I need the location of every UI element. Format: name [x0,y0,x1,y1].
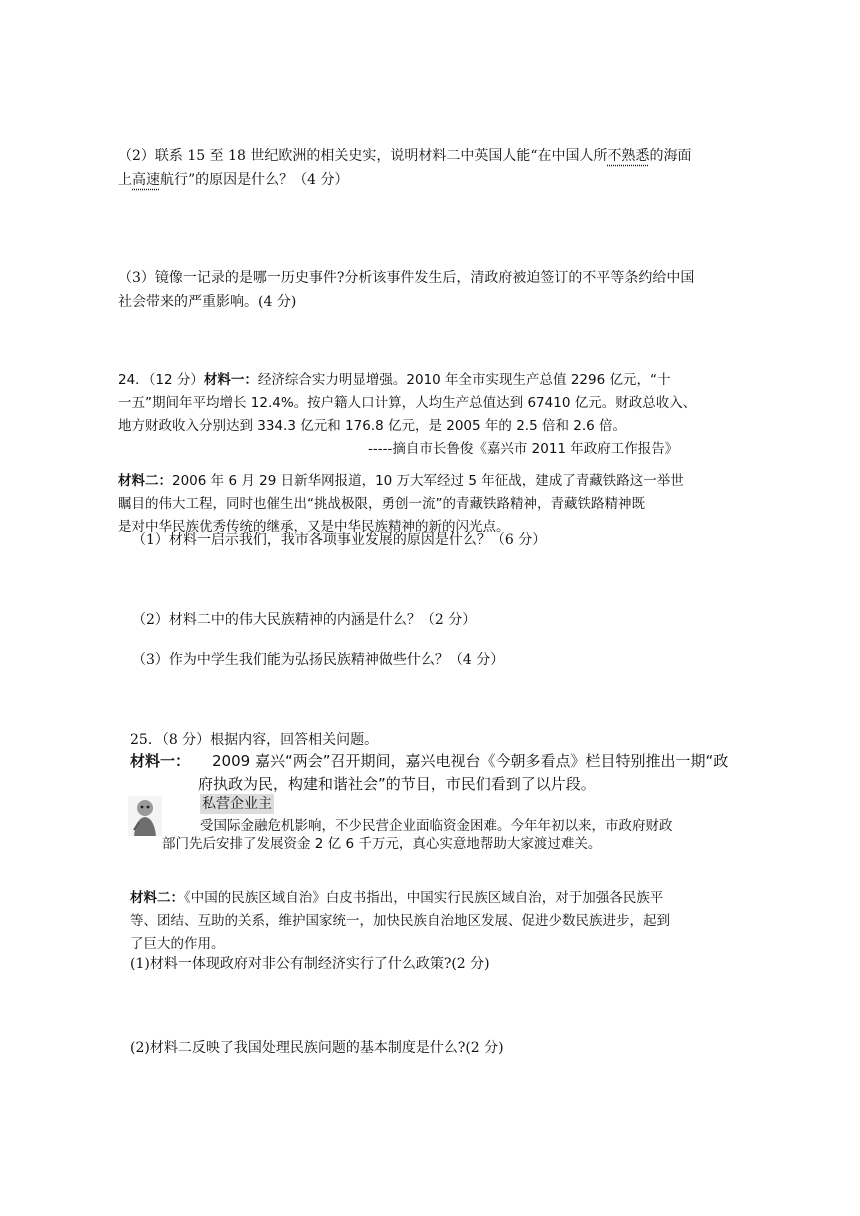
q24-material-one-line2: 一五”期间年平均增长 12.4%。按户籍人口计算，人均生产总值达到 67410 亿元。财政总收入、 [118,395,697,411]
q24-material-two-line2: 瞩目的伟大工程，同时也催生出“挑战极限，勇创一流”的青藏铁路精神，青藏铁路精神既 [118,496,645,512]
q24-question-3: （3）作为中学生我们能为弘扬民族精神做些什么？（4 分） [132,652,505,668]
q25-material-two-line3: 了巨大的作用。 [130,936,225,952]
q24-source-citation: -----摘自市长鲁俊《嘉兴市 2011 年政府工作报告》 [368,441,679,457]
q25-material-one-line2: 府执政为民，构建和谐社会”的节目，市民们看到了以片段。 [198,775,596,793]
q25-quote-line2: 部门先后安排了发展资金 2 亿 6 千万元，真心实意地帮助大家渡过难关。 [162,836,602,852]
q24-material-two-line3: 是对中华民族优秀传统的继承，又是中华民族精神的新的闪光点。 [118,519,510,535]
material-one-label: 材料一： [203,372,258,388]
business-owner-avatar [128,796,162,836]
material-two-label: 材料二： [118,473,172,489]
q25-heading: 25．（8 分）根据内容，回答相关问题。 [130,732,379,748]
q24-material-two-line1 [118,469,684,493]
q25-material-two-line2: 等、团结、互助的关系，维护国家统一，加快民族自治地区发展、促进少数民族进步，起到 [130,913,670,929]
q23-part2-line2 [118,168,349,192]
speaker-label: 私营企业主 [202,796,272,812]
q24-number: 24．（12 分） [118,372,204,388]
q25-material-one-line1 [130,749,728,773]
q25-material-one-text: 2009 嘉兴“两会”召开期间，嘉兴电视台《今朝多看点》栏目特别推出一期“政 [212,752,729,770]
q24-material-two-text: 2006 年 6 月 29 日新华网报道，10 万大军经过 5 年征战，建成了青藏铁路这一举世 [172,473,684,489]
q25-question-2: (2)材料二反映了我国处理民族问题的基本制度是什么?(2 分) [130,1040,504,1056]
q25-material-two-line1 [130,886,663,910]
material-two-label: 材料二： [130,890,184,906]
q24-heading [118,368,671,392]
q23-part2-text-end: 航行”的原因是什么？（4 分） [160,172,349,188]
q24-material-one-text: 经济综合实力明显增强。2010 年全市实现生产总值 2296 亿元，“十 [257,372,671,388]
q24-material-one-line3: 地方财政收入分别达到 334.3 亿元和 176.8 亿元，是 2005 年的 2.5 倍和 2.6 倍。 [118,418,627,434]
q25-material-two-text: 《中国的民族区域自治》白皮书指出，中国实行民族区域自治，对于加强各民族平 [184,890,664,906]
q23-part3-line2: 社会带来的严重影响。(4 分) [118,294,297,310]
q25-quote-line1: 受国际金融危机影响，不少民营企业面临资金困难。今年年初以来，市政府财政 [200,818,673,834]
q24-question-2: （2）材料二中的伟大民族精神的内涵是什么？（2 分） [132,612,477,628]
q23-part2-text-end: 的海面 [649,148,692,164]
q23-part2-line1 [118,144,692,168]
q23-part3-line1: （3）镜像一记录的是哪一历史事件?分析该事件发生后，清政府被迫签订的不平等条约给中国 [118,270,695,286]
q23-part2-text: （2）联系 15 至 18 世纪欧洲的相关史实，说明材料二中英国人能“在中国人所 [118,148,608,164]
emphasized-text: 不熟悉 [607,148,650,164]
q24-question-1: （1）材料一启示我们，我市各项事业发展的原因是什么？（6 分） [132,532,547,548]
material-one-label: 材料一： [130,752,191,770]
q25-question-1: (1)材料一体现政府对非公有制经济实行了什么政策?(2 分) [130,956,490,972]
emphasized-text: 高速 [132,172,160,188]
q23-part2-text: 上 [118,172,132,188]
q23-part2-emphasis [608,148,650,164]
